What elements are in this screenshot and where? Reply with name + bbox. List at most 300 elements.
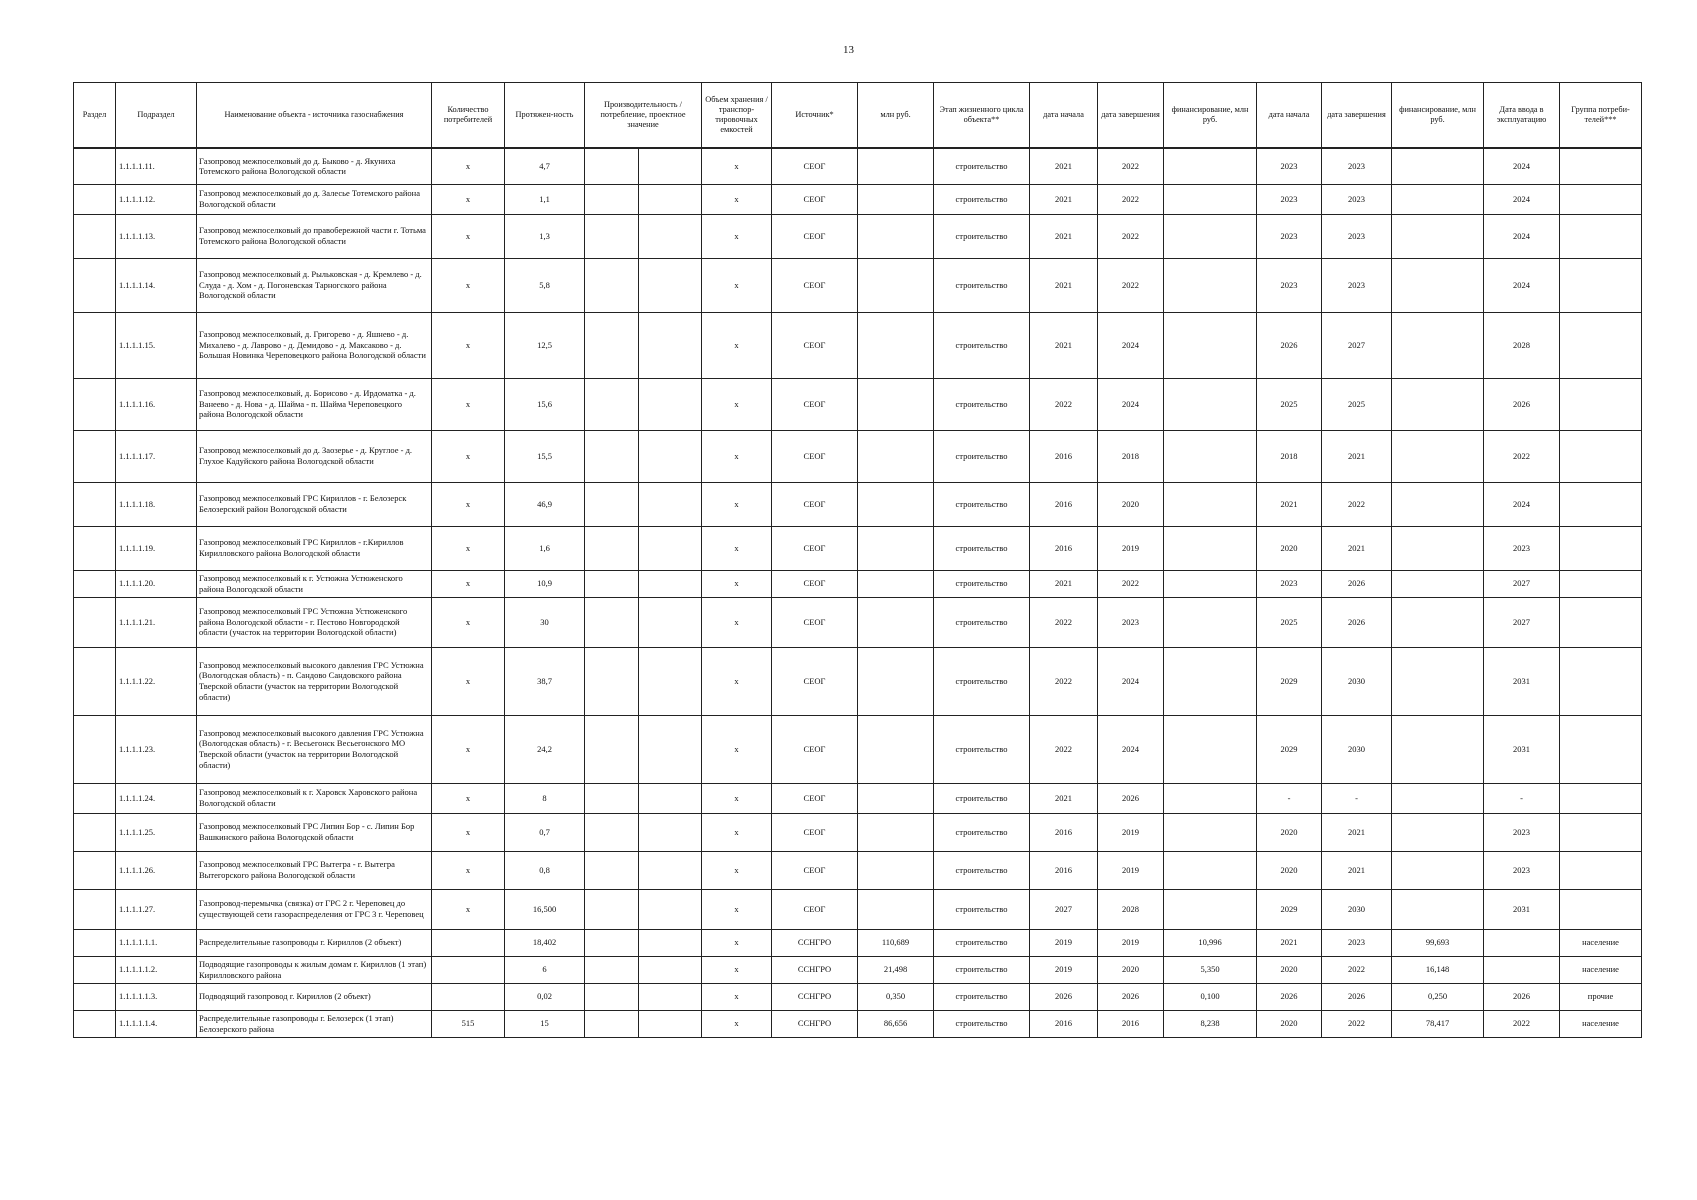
table-cell: 2024 (1484, 258, 1560, 312)
table-cell: 78,417 (1392, 1010, 1484, 1037)
table-cell (1560, 647, 1642, 715)
table-cell: 2019 (1030, 956, 1098, 983)
table-cell: 1.1.1.1.14. (116, 258, 197, 312)
table-cell: ССНГРО (772, 956, 858, 983)
table-cell: 2025 (1257, 597, 1322, 647)
table-cell: 2021 (1030, 570, 1098, 597)
column-header: дата завершения (1098, 83, 1164, 149)
table-cell: х (702, 929, 772, 956)
table-cell (639, 214, 702, 258)
table-cell: х (702, 783, 772, 813)
table-cell: Газопровод межпоселковый высокого давления ГРС Устюжна (Вологодская область) - п. Сандово Сандовского района Тверской области (участок на территории Вологодской области) (197, 647, 432, 715)
table-cell: х (432, 813, 505, 851)
table-cell: 2024 (1098, 715, 1164, 783)
table-cell (639, 184, 702, 214)
table-cell: 2022 (1484, 1010, 1560, 1037)
table-cell (858, 597, 934, 647)
table-cell: Газопровод межпоселковый ГРС Вытегра - г. Вытегра Вытегорского района Вологодской области (197, 851, 432, 889)
table-cell: 2027 (1030, 889, 1098, 929)
table-cell: 2022 (1322, 482, 1392, 526)
table-cell: 2028 (1098, 889, 1164, 929)
table-cell: Газопровод межпоселковый, д. Борисово - д. Ирдоматка - д. Ванеево - д. Нова - д. Шайма - п. Шайма Череповецкого района Вологодской области (197, 378, 432, 430)
table-cell (74, 715, 116, 783)
table-cell: 2020 (1257, 1010, 1322, 1037)
table-cell: 2019 (1098, 851, 1164, 889)
column-header: дата начала (1257, 83, 1322, 149)
table-cell: строительство (934, 430, 1030, 482)
table-cell: х (702, 184, 772, 214)
table-cell (858, 378, 934, 430)
table-cell: 2016 (1030, 430, 1098, 482)
table-cell (585, 851, 639, 889)
table-cell: 2023 (1098, 597, 1164, 647)
table-cell (1164, 647, 1257, 715)
table-cell: х (432, 312, 505, 378)
table-cell: 0,350 (858, 983, 934, 1010)
table-cell: население (1560, 1010, 1642, 1037)
table-row (74, 783, 1642, 813)
table-cell (1164, 148, 1257, 184)
table-cell (858, 647, 934, 715)
table-cell: 1.1.1.1.15. (116, 312, 197, 378)
table-cell (639, 783, 702, 813)
table-cell (858, 482, 934, 526)
table-cell (585, 312, 639, 378)
table-cell: строительство (934, 378, 1030, 430)
table-cell: 0,02 (505, 983, 585, 1010)
table-cell (1392, 482, 1484, 526)
table-cell: 2020 (1098, 956, 1164, 983)
table-row (74, 715, 1642, 783)
table-cell: х (702, 851, 772, 889)
table-cell: 1.1.1.1.1.2. (116, 956, 197, 983)
table-cell: строительство (934, 647, 1030, 715)
table-cell (858, 148, 934, 184)
table-row (74, 570, 1642, 597)
table-cell: 15,5 (505, 430, 585, 482)
table-cell: 38,7 (505, 647, 585, 715)
table-cell: Газопровод межпоселковый до д. Заозерье - д. Круглое - д. Глухое Кадуйского района Вологодской области (197, 430, 432, 482)
table-cell: 2023 (1257, 570, 1322, 597)
table-cell: Газопровод межпоселковый ГРС Липин Бор - с. Липин Бор Вашкинского района Вологодской области (197, 813, 432, 851)
table-cell (74, 312, 116, 378)
table-cell (1560, 715, 1642, 783)
table-row (74, 430, 1642, 482)
table-cell (639, 983, 702, 1010)
table-cell: 2019 (1098, 813, 1164, 851)
table-cell: 1.1.1.1.12. (116, 184, 197, 214)
table-cell: 2027 (1484, 570, 1560, 597)
table-cell: 12,5 (505, 312, 585, 378)
table-cell: 1.1.1.1.25. (116, 813, 197, 851)
table-cell (639, 378, 702, 430)
table-cell (74, 597, 116, 647)
table-cell: 2023 (1322, 148, 1392, 184)
table-cell: х (702, 1010, 772, 1037)
table-cell: строительство (934, 956, 1030, 983)
table-cell (1164, 184, 1257, 214)
table-cell: х (702, 148, 772, 184)
table-cell: 99,693 (1392, 929, 1484, 956)
table-cell (585, 214, 639, 258)
table-cell: 2018 (1257, 430, 1322, 482)
table-cell: 1.1.1.1.24. (116, 783, 197, 813)
table-cell: х (702, 214, 772, 258)
table-cell (639, 148, 702, 184)
table-cell: 1.1.1.1.27. (116, 889, 197, 929)
table-cell (585, 378, 639, 430)
table-cell: 2022 (1322, 1010, 1392, 1037)
table-cell: строительство (934, 184, 1030, 214)
table-cell: 2021 (1030, 184, 1098, 214)
table-cell (1560, 482, 1642, 526)
table-row (74, 889, 1642, 929)
table-cell: 1.1.1.1.20. (116, 570, 197, 597)
table-cell (585, 482, 639, 526)
table-cell: 2021 (1030, 214, 1098, 258)
table-cell: 2020 (1098, 482, 1164, 526)
table-cell: 86,656 (858, 1010, 934, 1037)
table-cell (858, 184, 934, 214)
table-cell: 1.1.1.1.19. (116, 526, 197, 570)
table-cell: 1.1.1.1.26. (116, 851, 197, 889)
table-cell: 2020 (1257, 813, 1322, 851)
table-cell: х (702, 312, 772, 378)
table-cell (74, 929, 116, 956)
column-header: финансирование, млн руб. (1392, 83, 1484, 149)
table-cell: СЕОГ (772, 312, 858, 378)
table-cell (1164, 430, 1257, 482)
table-cell (1560, 378, 1642, 430)
table-cell: 2025 (1257, 378, 1322, 430)
table-cell: 1.1.1.1.21. (116, 597, 197, 647)
table-cell: 2022 (1030, 715, 1098, 783)
table-cell: 2018 (1098, 430, 1164, 482)
table-cell: Газопровод межпоселковый ГРС Кириллов - г. Белозерск Белозерский район Вологодской области (197, 482, 432, 526)
table-cell (74, 851, 116, 889)
table-cell (74, 1010, 116, 1037)
table-cell: 2030 (1322, 715, 1392, 783)
table-cell: СЕОГ (772, 184, 858, 214)
table-cell (585, 184, 639, 214)
table-cell: 2023 (1257, 214, 1322, 258)
table-cell: 1,3 (505, 214, 585, 258)
table-cell (1164, 597, 1257, 647)
table-cell: 2023 (1322, 929, 1392, 956)
table-cell: 2026 (1257, 312, 1322, 378)
table-cell (639, 715, 702, 783)
table-cell: х (432, 258, 505, 312)
table-cell: ССНГРО (772, 983, 858, 1010)
table-cell: СЕОГ (772, 570, 858, 597)
table-cell (1560, 597, 1642, 647)
table-cell (1392, 214, 1484, 258)
table-cell (432, 983, 505, 1010)
table-cell (1560, 184, 1642, 214)
table-cell: строительство (934, 482, 1030, 526)
table-cell: 2029 (1257, 715, 1322, 783)
table-cell: строительство (934, 214, 1030, 258)
table-cell (585, 430, 639, 482)
table-cell: 2020 (1257, 851, 1322, 889)
table-cell: х (702, 983, 772, 1010)
table-cell: 2022 (1484, 430, 1560, 482)
table-cell: СЕОГ (772, 482, 858, 526)
table-cell (1560, 813, 1642, 851)
table-cell: 1.1.1.1.16. (116, 378, 197, 430)
table-cell: 2026 (1484, 378, 1560, 430)
table-row (74, 1010, 1642, 1037)
table-cell (74, 889, 116, 929)
table-cell (74, 956, 116, 983)
table-cell (585, 597, 639, 647)
table-cell (585, 813, 639, 851)
table-cell (74, 148, 116, 184)
table-cell (74, 783, 116, 813)
table-cell: 2024 (1484, 184, 1560, 214)
table-cell: 2023 (1484, 851, 1560, 889)
table-cell: ССНГРО (772, 1010, 858, 1037)
column-header: Раздел (74, 83, 116, 149)
table-cell (1392, 889, 1484, 929)
table-cell: Газопровод межпоселковый, д. Григорево - д. Яшнево - д. Михалево - д. Лаврово - д. Демидово - д. Максаково - д. Большая Новинка Череповецкого района Вологодской области (197, 312, 432, 378)
table-cell: 2024 (1484, 214, 1560, 258)
table-cell: х (432, 889, 505, 929)
table-cell: 2021 (1030, 312, 1098, 378)
table-cell (1560, 430, 1642, 482)
gas-supply-table (73, 82, 1642, 1038)
table-cell: х (702, 597, 772, 647)
table-cell: 2019 (1098, 929, 1164, 956)
table-cell (639, 258, 702, 312)
table-cell: 4,7 (505, 148, 585, 184)
table-cell (74, 813, 116, 851)
table-cell (1164, 312, 1257, 378)
table-cell: 21,498 (858, 956, 934, 983)
table-cell (858, 783, 934, 813)
table-cell: строительство (934, 813, 1030, 851)
table-cell: 2016 (1030, 1010, 1098, 1037)
table-cell: х (702, 482, 772, 526)
table-cell: 2016 (1030, 482, 1098, 526)
table-cell: 1.1.1.1.11. (116, 148, 197, 184)
table-cell (585, 783, 639, 813)
table-cell: х (432, 214, 505, 258)
table-cell: строительство (934, 851, 1030, 889)
table-cell: Распределительные газопроводы г. Белозерск (1 этап) Белозерского района (197, 1010, 432, 1037)
table-cell (639, 570, 702, 597)
table-cell: Распределительные газопроводы г. Кириллов (2 объект) (197, 929, 432, 956)
table-cell: х (702, 647, 772, 715)
table-cell: Газопровод межпоселковый до д. Залесье Тотемского района Вологодской области (197, 184, 432, 214)
table-cell: 2021 (1257, 929, 1322, 956)
table-cell (585, 526, 639, 570)
column-header: Этап жизненного цикла объекта** (934, 83, 1030, 149)
table-cell: х (702, 258, 772, 312)
table-cell: 2023 (1484, 813, 1560, 851)
table-cell (639, 597, 702, 647)
table-cell: 5,350 (1164, 956, 1257, 983)
table-cell (639, 526, 702, 570)
table-cell: х (702, 813, 772, 851)
table-cell (74, 570, 116, 597)
table-cell: строительство (934, 258, 1030, 312)
table-row (74, 258, 1642, 312)
table-cell: строительство (934, 148, 1030, 184)
table-cell: 1.1.1.1.1.1. (116, 929, 197, 956)
table-cell: 16,148 (1392, 956, 1484, 983)
table-cell: ССНГРО (772, 929, 858, 956)
table-cell: Газопровод межпоселковый высокого давления ГРС Устюжна (Вологодская область) - г. Весьегонск Весьегонского МО Тверской области (участок на территории Вологодской области) (197, 715, 432, 783)
table-cell (1392, 597, 1484, 647)
table-cell: 1.1.1.1.18. (116, 482, 197, 526)
table-cell (1560, 570, 1642, 597)
table-cell: 2019 (1098, 526, 1164, 570)
table-cell: 2021 (1322, 813, 1392, 851)
table-cell: 2021 (1030, 783, 1098, 813)
table-cell (1392, 570, 1484, 597)
table-cell: 2026 (1484, 983, 1560, 1010)
table-cell (74, 430, 116, 482)
table-cell: прочие (1560, 983, 1642, 1010)
table-cell (585, 983, 639, 1010)
table-cell: - (1322, 783, 1392, 813)
table-cell (1484, 929, 1560, 956)
table-cell (1392, 851, 1484, 889)
table-cell: строительство (934, 597, 1030, 647)
table-cell: х (432, 148, 505, 184)
table-cell (858, 430, 934, 482)
table-cell (1392, 430, 1484, 482)
table-row (74, 647, 1642, 715)
table-cell (1164, 570, 1257, 597)
column-header: Источник* (772, 83, 858, 149)
table-cell: 2026 (1322, 570, 1392, 597)
table-cell: 16,500 (505, 889, 585, 929)
table-cell: СЕОГ (772, 647, 858, 715)
table-cell: 2024 (1484, 148, 1560, 184)
table-cell: х (702, 570, 772, 597)
table-cell: 2023 (1322, 184, 1392, 214)
table-cell: 0,250 (1392, 983, 1484, 1010)
table-cell: 2023 (1257, 148, 1322, 184)
table-cell (74, 482, 116, 526)
table-cell: 2025 (1322, 378, 1392, 430)
table-cell (1560, 214, 1642, 258)
page-number: 13 (843, 44, 854, 56)
table-body (74, 148, 1642, 1037)
table-cell: 2023 (1322, 214, 1392, 258)
table-cell (1164, 715, 1257, 783)
table-cell: х (702, 956, 772, 983)
table-cell: 2023 (1257, 258, 1322, 312)
table-cell: строительство (934, 1010, 1030, 1037)
table-cell: 2030 (1322, 647, 1392, 715)
table-cell: 2024 (1484, 482, 1560, 526)
table-row (74, 184, 1642, 214)
table-cell (1392, 312, 1484, 378)
column-header: дата начала (1030, 83, 1098, 149)
table-cell: 2021 (1030, 148, 1098, 184)
table-cell: 2022 (1322, 956, 1392, 983)
table-cell (432, 929, 505, 956)
table-cell: 30 (505, 597, 585, 647)
table-cell: 2031 (1484, 715, 1560, 783)
table-cell: СЕОГ (772, 715, 858, 783)
table-cell (858, 312, 934, 378)
table-cell (639, 889, 702, 929)
table-cell (1392, 184, 1484, 214)
table-cell (639, 813, 702, 851)
table-cell: 2022 (1098, 148, 1164, 184)
table-cell (585, 647, 639, 715)
table-cell (858, 258, 934, 312)
table-cell: 18,402 (505, 929, 585, 956)
table-cell: СЕОГ (772, 378, 858, 430)
table-cell: СЕОГ (772, 851, 858, 889)
table-cell: 110,689 (858, 929, 934, 956)
table-cell: 2022 (1098, 570, 1164, 597)
table-cell: 1.1.1.1.23. (116, 715, 197, 783)
table-cell: строительство (934, 570, 1030, 597)
table-cell: СЕОГ (772, 148, 858, 184)
table-cell: Газопровод межпоселковый ГРС Устюжна Устюженского района Вологодской области - г. Пестово Новгородской области (участок на территории Вологодской области) (197, 597, 432, 647)
table-cell (585, 929, 639, 956)
table-cell (585, 715, 639, 783)
table-cell: х (432, 647, 505, 715)
table-cell: х (702, 715, 772, 783)
table-row (74, 851, 1642, 889)
table-cell (1164, 378, 1257, 430)
table-cell (858, 889, 934, 929)
column-header: финансирование, млн руб. (1164, 83, 1257, 149)
table-cell (585, 1010, 639, 1037)
table-cell (639, 1010, 702, 1037)
table-row (74, 378, 1642, 430)
table-cell (1164, 889, 1257, 929)
column-header: Дата ввода в эксплуатацию (1484, 83, 1560, 149)
table-cell (585, 148, 639, 184)
table-cell: 1.1.1.1.1.3. (116, 983, 197, 1010)
column-header: Наименование объекта - источника газоснабжения (197, 83, 432, 149)
column-header: Количество потребителей (432, 83, 505, 149)
table-cell (1164, 214, 1257, 258)
table-row (74, 312, 1642, 378)
table-cell: 8 (505, 783, 585, 813)
table-cell: Газопровод межпоселковый д. Рыльковская - д. Кремлево - д. Слуда - д. Хом - д. Погоневская Тарногского района Вологодской области (197, 258, 432, 312)
table-cell: 1,6 (505, 526, 585, 570)
table-cell: 1,1 (505, 184, 585, 214)
table-cell: 15 (505, 1010, 585, 1037)
table-cell: 1.1.1.1.17. (116, 430, 197, 482)
table-cell: х (432, 482, 505, 526)
table-cell (639, 851, 702, 889)
table-cell: строительство (934, 526, 1030, 570)
table-cell: 2020 (1257, 526, 1322, 570)
table-cell: 2016 (1030, 813, 1098, 851)
table-cell (1392, 526, 1484, 570)
table-cell: СЕОГ (772, 813, 858, 851)
table-cell (74, 526, 116, 570)
column-header: Группа потреби-телей*** (1560, 83, 1642, 149)
table-cell (585, 889, 639, 929)
table-cell: 2026 (1098, 783, 1164, 813)
table-cell: х (432, 597, 505, 647)
table-cell: 1.1.1.1.22. (116, 647, 197, 715)
table-cell: 515 (432, 1010, 505, 1037)
table-row (74, 597, 1642, 647)
table-cell (74, 647, 116, 715)
